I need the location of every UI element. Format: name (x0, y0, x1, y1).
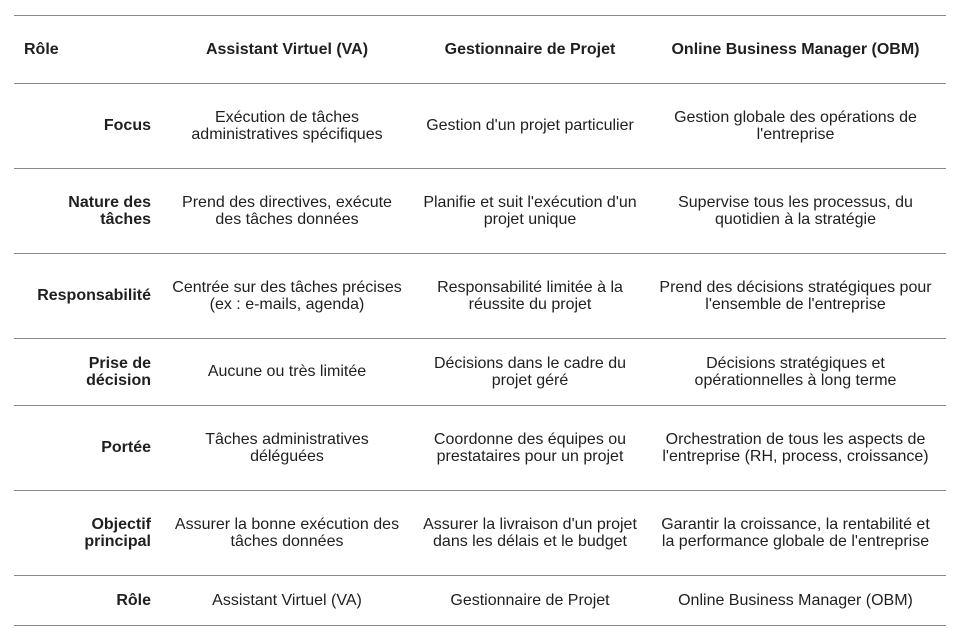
table-row (14, 339, 946, 406)
row-label: Portée (14, 406, 159, 491)
comparison-table (14, 15, 946, 626)
table-cell: Orchestration de tous les aspects de l'entreprise (RH, process, croissance) (645, 406, 946, 491)
table-cell: Coordonne des équipes ou prestataires pour un projet (415, 406, 645, 491)
table-cell: Gestionnaire de Projet (415, 576, 645, 626)
row-label: Focus (14, 84, 159, 169)
header-cell-role: Rôle (14, 16, 159, 84)
table-cell: Gestion globale des opérations de l'entreprise (645, 84, 946, 169)
table-cell: Assurer la bonne exécution des tâches données (159, 491, 415, 576)
table-cell: Online Business Manager (OBM) (645, 576, 946, 626)
row-label: Rôle (14, 576, 159, 626)
row-label: Prise de décision (14, 339, 159, 406)
table-row (14, 576, 946, 626)
table-cell: Assistant Virtuel (VA) (159, 576, 415, 626)
table-row (14, 254, 946, 339)
table-row (14, 169, 946, 254)
table-cell: Planifie et suit l'exécution d'un projet unique (415, 169, 645, 254)
table-cell: Aucune ou très limitée (159, 339, 415, 406)
table-row (14, 84, 946, 169)
table-cell: Exécution de tâches administratives spécifiques (159, 84, 415, 169)
table-cell: Tâches administratives déléguées (159, 406, 415, 491)
table-cell: Supervise tous les processus, du quotidien à la stratégie (645, 169, 946, 254)
table-cell: Assurer la livraison d'un projet dans les délais et le budget (415, 491, 645, 576)
header-row (14, 16, 946, 84)
table-cell: Prend des directives, exécute des tâches données (159, 169, 415, 254)
table-cell: Centrée sur des tâches précises (ex : e-mails, agenda) (159, 254, 415, 339)
table-cell: Gestion d'un projet particulier (415, 84, 645, 169)
row-label: Nature des tâches (14, 169, 159, 254)
header-cell-project-manager: Gestionnaire de Projet (415, 16, 645, 84)
table-cell: Décisions dans le cadre du projet géré (415, 339, 645, 406)
row-label: Responsabilité (14, 254, 159, 339)
header-cell-va: Assistant Virtuel (VA) (159, 16, 415, 84)
header-cell-obm: Online Business Manager (OBM) (645, 16, 946, 84)
table-cell: Décisions stratégiques et opérationnelles à long terme (645, 339, 946, 406)
row-label: Objectif principal (14, 491, 159, 576)
table-row (14, 491, 946, 576)
table-cell: Prend des décisions stratégiques pour l'ensemble de l'entreprise (645, 254, 946, 339)
table-row (14, 406, 946, 491)
table-cell: Garantir la croissance, la rentabilité et la performance globale de l'entreprise (645, 491, 946, 576)
table-cell: Responsabilité limitée à la réussite du projet (415, 254, 645, 339)
